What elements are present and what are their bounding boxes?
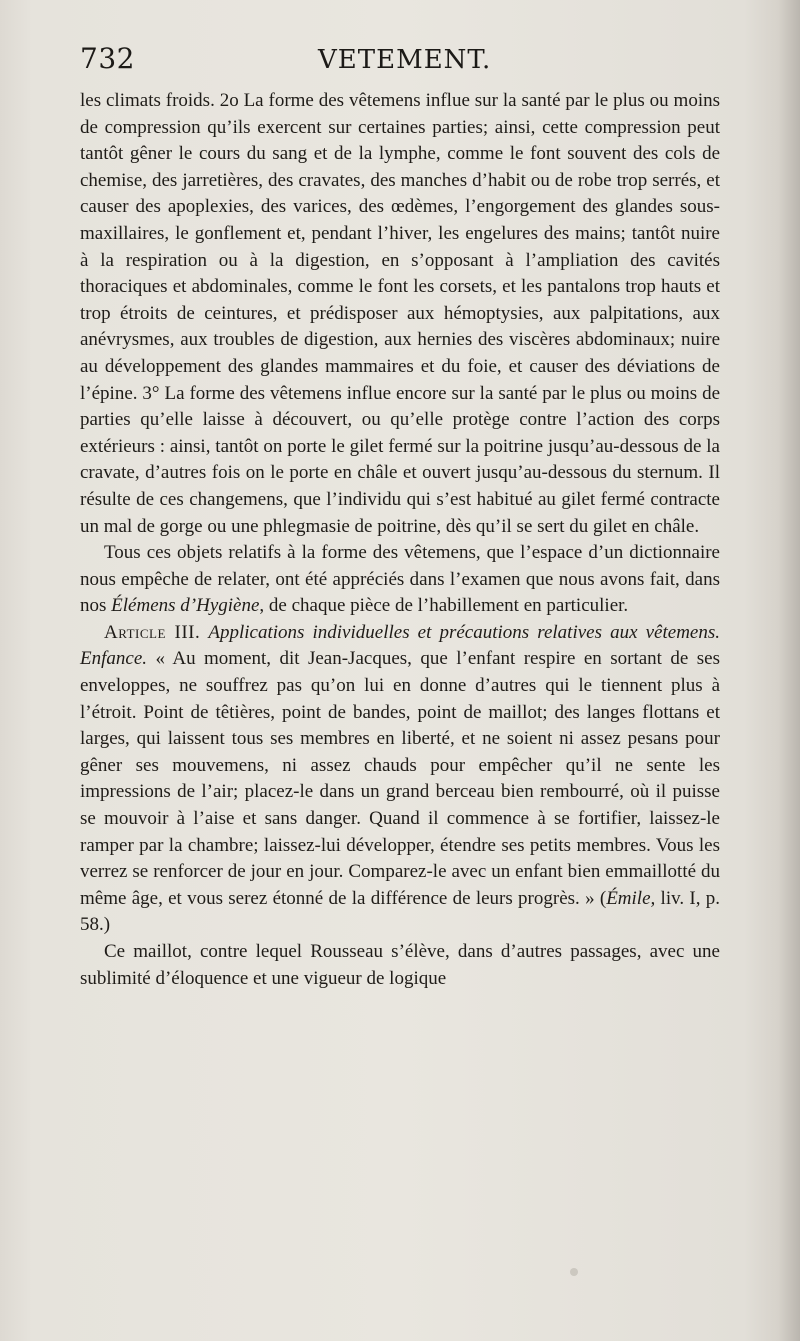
paragraph-article-iii: [80, 620, 720, 939]
book-title-elemens: Élémens d’Hygiène: [111, 595, 260, 617]
citation-title: Émile,: [606, 887, 656, 909]
article-quote-text: « Au moment, dit Jean-Jacques, que l’enfant respire en sortant de ses enveloppes, ne souffrez pas qu’on lui en donne d’autres qui le tiennent plus à l’étroit. Point de têtières, point de bandes, point de maillot; des langes flottans et larges, qui laissent tous ses membres en liberté, et ne soient ni assez pesans pour gêner ses mouvemens, ni assez chauds pour empêcher qu’il ne sente les impressions de l’air; placez-le dans un grand berceau bien rembourré, où il puisse se mouvoir à l’aise et sans danger. Quand il commence à se fortifier, laissez-le ramper par la chambre; laissez-lui développer, étendre ses petits membres. Vous les verrez se renforcer de jour en jour. Comparez-le avec un enfant bien emmaillotté du même âge, et vous serez étonné de la différence de leurs progrès. » (: [80, 648, 720, 909]
paper-blemish: [570, 1268, 578, 1276]
paragraph-compression: [80, 88, 720, 540]
citation-end: liv. I, p. 58.): [80, 887, 721, 936]
paragraph-maillot-text: Ce maillot, contre lequel Rousseau s’élève, dans d’autres passages, avec une sublimité d’éloquence et une vigueur de logique: [80, 941, 720, 989]
page-body: [80, 88, 720, 992]
paragraph-objets-start: Tous ces objets relatifs à la forme des vêtemens, que l’espace d’un dictionnaire nous empêche de relater, ont été appréciés dans l’examen que nous avons fait, dans nos: [80, 542, 720, 617]
paragraph-objets-end: , de chaque pièce de l’habillement en particulier.: [259, 595, 629, 617]
article-title: Applications individuelles et précautions relatives aux vêtemens. Enfance.: [80, 621, 720, 670]
paragraph-maillot: [80, 939, 720, 992]
paragraph-compression-text: les climats froids. 2o La forme des vêtemens influe sur la santé par le plus ou moins de compression qu’ils exercent sur certaines parties; ainsi, cette compression peut tantôt gêner le cours du sang et de la lymphe, comme le font souvent des cols de chemise, des jarretières, des cravates, des manches d’habit ou de robe trop serrés, et causer des apoplexies, des varices, des œdèmes, l’engorgement des glandes sous-maxillaires, le gonflement et, pendant l’hiver, les engelures des mains; tantôt nuire à la respiration ou à la digestion, en s’opposant à l’ampliation des cavités thoraciques et abdominales, comme le font les corsets, et les pantalons trop hauts et trop étroits de ceintures, et prédisposer aux hémoptysies, aux palpitations, aux anévrysmes, aux troubles de digestion, aux hernies des viscères abdominaux; nuire au développement des glandes mammaires et du foie, et causer des déviations de l’épine. 3° La forme des vêtemens influe encore sur la santé par le plus ou moins de parties qu’elle laisse à découvert, ou qu’elle protège contre l’action des corps extérieurs : ainsi, tantôt on porte le gilet fermé sur la poitrine jusqu’au-dessous de la cravate, d’autres fois on le porte en châle et ouvert jusqu’au-dessous du sternum. Il résulte de ces changemens, que l’individu qui s’est habitué au gilet fermé contracte un mal de gorge ou une phlegmasie de poitrine, dès qu’il se sert du gilet en châle.: [80, 90, 720, 537]
paragraph-objets-relatifs: [80, 540, 720, 620]
page-number: 732: [80, 42, 135, 75]
running-head: VETEMENT.: [318, 45, 492, 75]
page-header: [80, 38, 720, 88]
article-label: Article III.: [104, 621, 201, 643]
page-edge-shadow: [778, 0, 800, 1341]
